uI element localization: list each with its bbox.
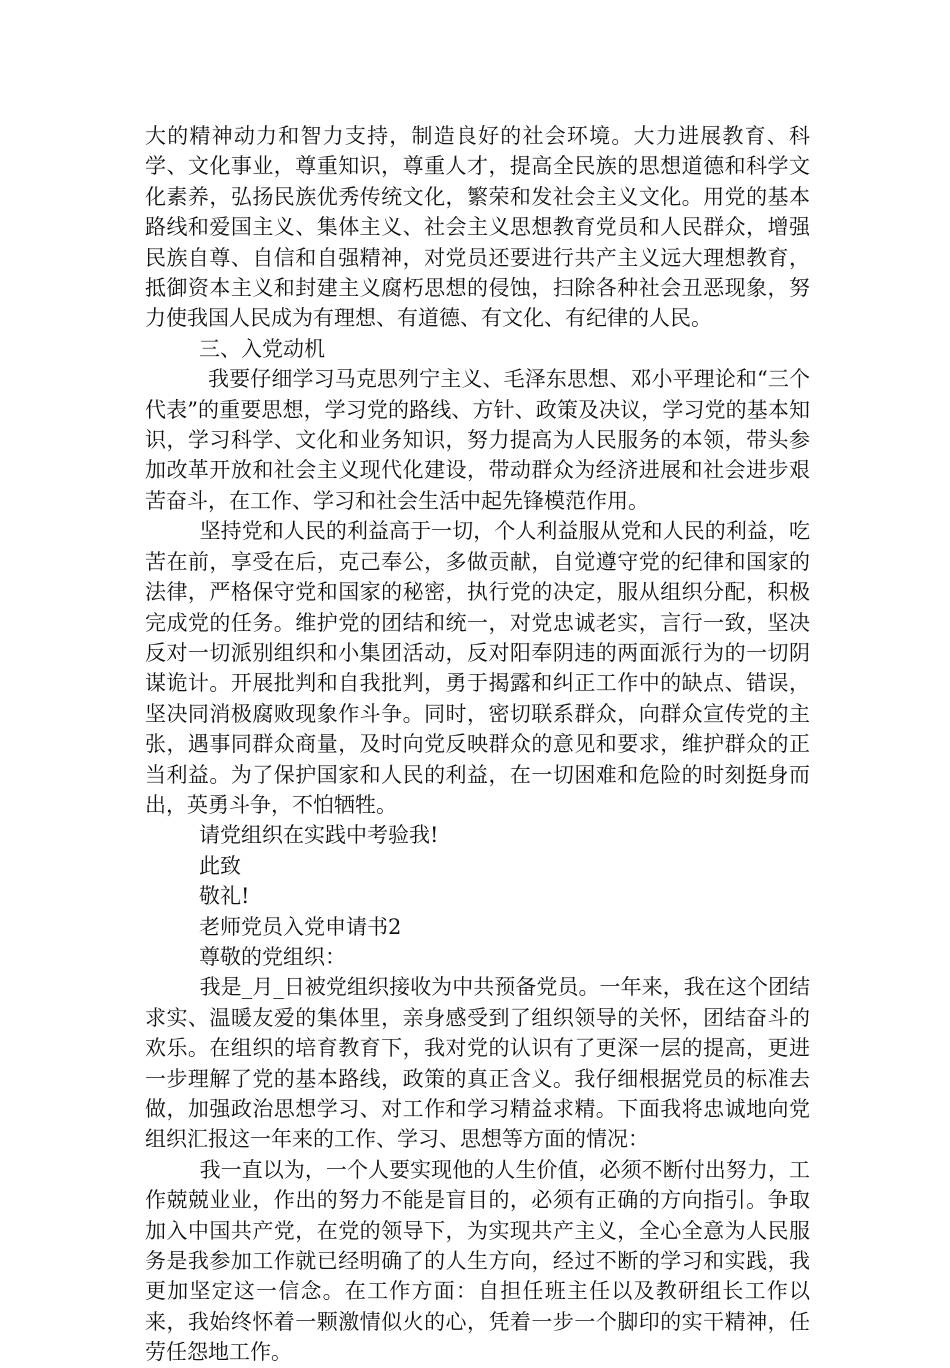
paragraph-interests: 坚持党和人民的利益高于一切，个人利益服从党和人民的利益，吃苦在前，享受在后，克己奉公，多做贡献，自觉遵守党的纪律和国家的法律，严格保守党和国家的秘密，执行党的决定，服从组织分配，积极完成党的任务。维护党的团结和统一，对党忠诚老实，言行一致，坚决反对一切派别组织和小集团活动，反对阳奉阴违的两面派行为的一切阴谋诡计。开展批判和自我批判，勇于揭露和纠正工作中的缺点、错误，坚决同消极腐败现象作斗争。同时，密切联系群众，向群众宣传党的主张，遇事同群众商量，及时向党反映群众的意见和要求，维护群众的正当利益。为了保护国家和人民的利益，在一切困难和危险的时刻挺身而出，英勇斗争，不怕牺牲。 xyxy=(145,519,810,817)
section-heading-motive: 三、入党动机 xyxy=(199,336,325,361)
paragraph-education: 大的精神动力和智力支持，制造良好的社会环境。大力进展教育、科学、文化事业，尊重知识，尊重人才，提高全民族的思想道德和科学文化素养，弘扬民族优秀传统文化，繁荣和发社会主义文化。用党的基本路线和爱国主义、集体主义、社会主义思想教育党员和人民群众，增强民族自尊、自信和自强精神，对党员还要进行共产主义远大理想教育，抵御资本主义和封建主义腐朽思想的侵蚀，扫除各种社会丑恶现象，努力使我国人民成为有理想、有道德、有文化、有纪律的人民。 xyxy=(145,124,810,331)
paragraph-study: 我要仔细学习马克思列宁主义、毛泽东思想、邓小平理论和“三个代表”的重要思想，学习党的路线、方针、政策及决议，学习党的基本知识，学习科学、文化和业务知识，努力提高为人民服务的本领，带头参加改革开放和社会主义现代化建设，带动群众为经济进展和社会进步艰苦奋斗，在工作、学习和社会生活中起先锋模范作用。 xyxy=(145,367,810,513)
closing-cizhi: 此致 xyxy=(199,853,241,878)
closing-jingli: 敬礼! xyxy=(199,884,250,909)
paragraph-intro: 我是_月_日被党组织接收为中共预备党员。一年来，我在这个团结求实、温暖友爱的集体里，亲身感受到了组织领导的关怀，团结奋斗的欢乐。在组织的培育教育下，我对党的认识有了更深一层的提高，更进一步理解了党的基本路线，政策的真正含义。我仔细根据党员的标准去做，加强政治思想学习、对工作和学习精益求精。下面我将忠诚地向党组织汇报这一年来的工作、学习、思想等方面的情况： xyxy=(145,975,810,1152)
salutation: 尊敬的党组织： xyxy=(199,944,346,969)
closing-request: 请党组织在实践中考验我! xyxy=(199,823,439,848)
document-body xyxy=(145,121,810,1368)
paragraph-life-value: 我一直以为，一个人要实现他的人生价值，必须不断付出努力，工作兢兢业业，作出的努力不能是盲目的，必须有正确的方向指引。争取加入中国共产党，在党的领导下，为实现共产主义，全心全意为人民服务是我参加工作就已经明确了的人生方向，经过不断的学习和实践，我更加坚定这一信念。在工作方面：自担任班主任以及教研组长工作以来，我始终怀着一颗激情似火的心，凭着一步一个脚印的实干精神，任劳任怨地工作。 xyxy=(145,1157,810,1365)
letter-title-2: 老师党员入党申请书2 xyxy=(199,914,402,939)
